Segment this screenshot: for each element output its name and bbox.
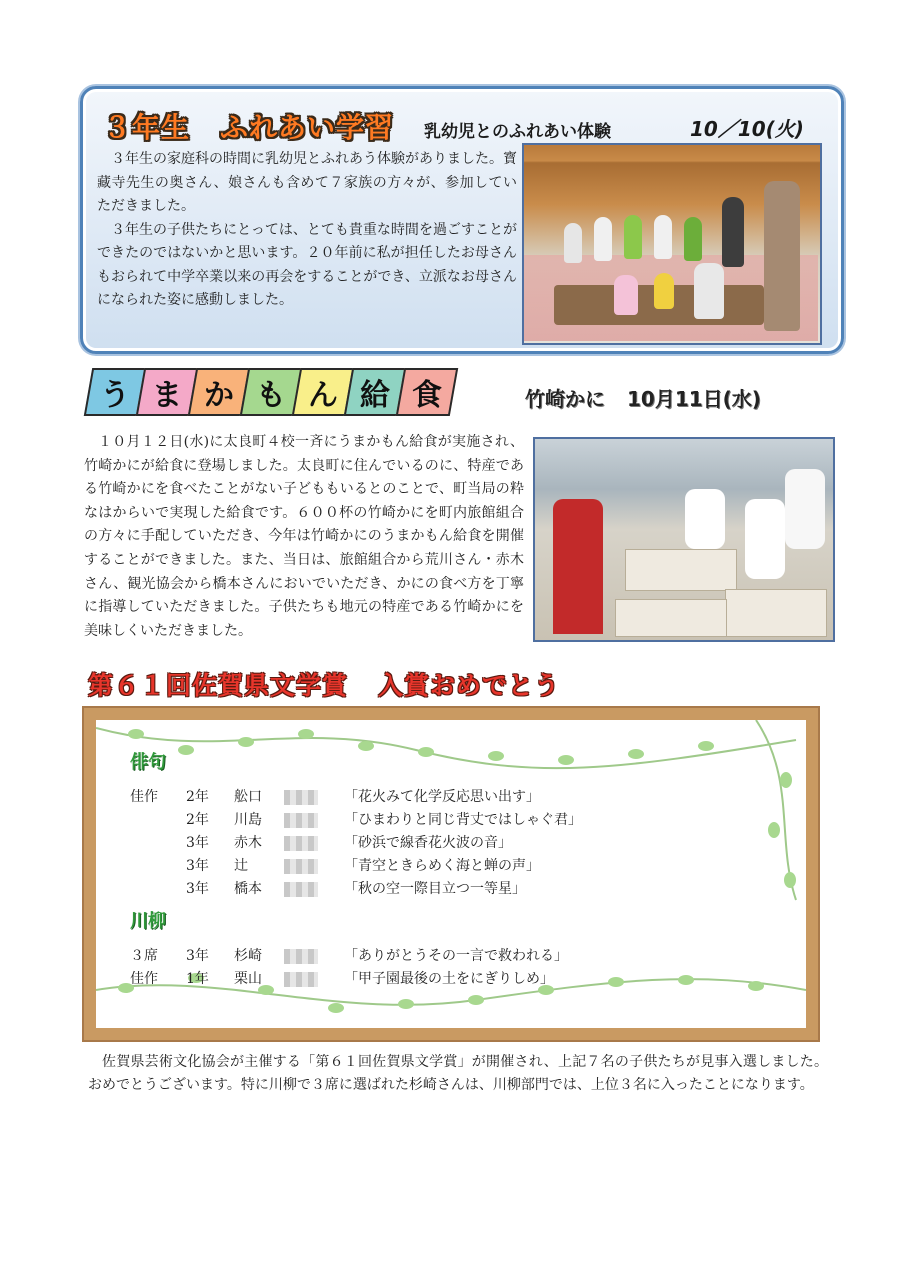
fureai-title: ３年生 ふれあい学習 bbox=[103, 111, 395, 144]
award-paragraph: 佐賀県芸術文化協会が主催する「第６１回佐賀県文学賞」が開催され、上記７名の子供たちが見事入選しました。おめでとうございます。特に川柳で３席に選ばれた杉崎さんは、川柳部門では、上位３名に入ったことになります。 bbox=[88, 1054, 828, 1093]
umakamon-photo bbox=[533, 437, 835, 642]
redacted-name bbox=[284, 949, 318, 964]
haiku-row: 3年 橋本 「秋の空一際目立つ一等星」 bbox=[186, 881, 526, 897]
fureai-paragraph-2: ３年生の子供たちにとっては、とても貴重な時間を過ごすことができたのではないかと思います。２０年前に私が担任したお母さんもおられて中学卒業以来の再会をすることができ、立派なお母さんになられた姿に感動しました。 bbox=[97, 221, 517, 308]
haiku-label: 俳句 bbox=[130, 752, 166, 773]
fureai-body bbox=[97, 148, 517, 313]
umakamon-body bbox=[84, 431, 524, 643]
fureai-photo bbox=[522, 143, 822, 345]
award-body bbox=[88, 1051, 828, 1096]
banner-tile: ん bbox=[292, 368, 354, 416]
banner-tile: も bbox=[240, 368, 302, 416]
senryu-row: ３席 3年 杉崎 「ありがとうその一言で救われる」 bbox=[130, 948, 568, 964]
redacted-name bbox=[284, 790, 318, 805]
banner-tile: 給 bbox=[344, 368, 406, 416]
redacted-name bbox=[284, 836, 318, 851]
haiku-row: 2年 川島 「ひまわりと同じ背丈ではしゃぐ君」 bbox=[186, 812, 582, 828]
redacted-name bbox=[284, 972, 318, 987]
redacted-name bbox=[284, 813, 318, 828]
banner-tile: う bbox=[84, 368, 146, 416]
redacted-name bbox=[284, 882, 318, 897]
banner-tile: ま bbox=[136, 368, 198, 416]
redacted-name bbox=[284, 859, 318, 874]
umakamon-paragraph: １０月１２日(水)に太良町４校一斉にうまかもん給食が実施され、竹崎かにが給食に登場しました。太良町に住んでいるのに、特産である竹崎かにを食べたことがない子どももいるとのことで、町当局の粋なはからいで実現した給食です。６００杯の竹崎かにを町内旅館組合の方々に手配していただき、今年は竹崎かにのうまかもん給食を開催することができました。また、当日は、旅館組合から荒川さん・赤木さん、観光協会から橋本さんにおいでいただき、かにの食べ方を丁寧に指導していただきました。子供たちも地元の特産である竹崎かにを美味しくいただきました。 bbox=[84, 434, 524, 639]
haiku-row: 佳作 2年 舩口 「花火みて化学反応思い出す」 bbox=[130, 789, 540, 805]
fureai-paragraph-1: ３年生の家庭科の時間に乳幼児とふれあう体験がありました。寳藏寺先生の奥さん、娘さんも含めて７家族の方々が、参加していただきました。 bbox=[97, 151, 517, 214]
banner-tile: 食 bbox=[396, 368, 458, 416]
senryu-label: 川柳 bbox=[130, 911, 166, 932]
senryu-row: 佳作 1年 栗山 「甲子園最後の土をにぎりしめ」 bbox=[130, 971, 554, 987]
haiku-row: 3年 赤木 「砂浜で線香花火波の音」 bbox=[186, 835, 512, 851]
literature-award-title: 第６１回佐賀県文学賞 入賞おめでとう bbox=[88, 671, 561, 700]
banner-tile: か bbox=[188, 368, 250, 416]
umakamon-heading: 竹崎かに 10月11日(水) bbox=[525, 387, 761, 411]
haiku-row: 3年 辻 「青空ときらめく海と蝉の声」 bbox=[186, 858, 540, 874]
fureai-subtitle: 乳幼児とのふれあい体験 bbox=[424, 122, 611, 142]
fureai-date: 10／10(火) bbox=[690, 117, 804, 141]
